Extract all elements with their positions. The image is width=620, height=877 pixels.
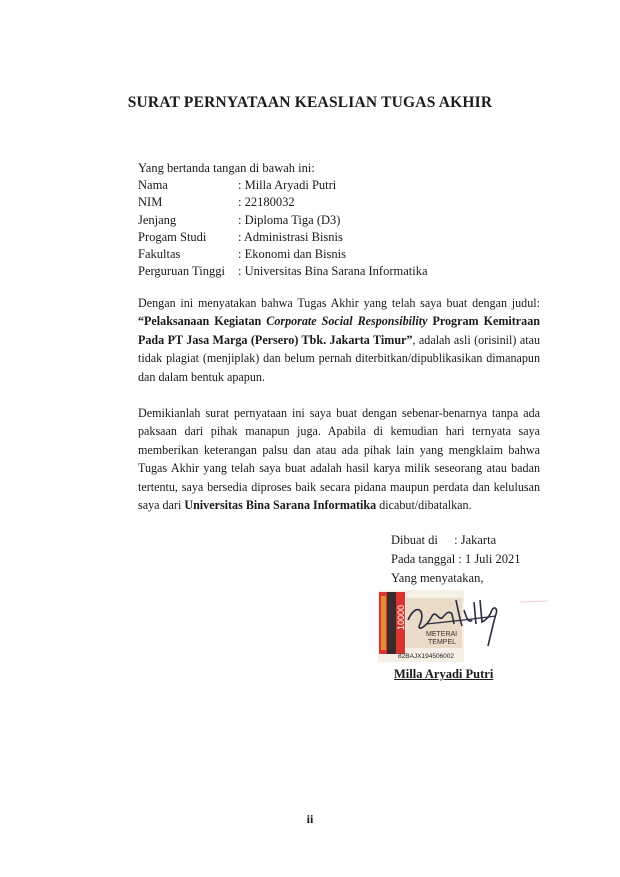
place-value: : Jakarta: [454, 533, 497, 547]
declaration-paragraph: [138, 404, 540, 514]
identity-row-name: [138, 177, 428, 194]
statement-tail: , adalah asli (orisinil) atau tidak plagiat (menjiplak) dan belum pernah diterbitkan/dipublikasikan dimanapun dan dalam bentuk apapun.: [138, 332, 540, 384]
university-name-bold: Universitas Bina Sarana Informatika: [184, 498, 377, 513]
place-line: [391, 531, 521, 550]
identity-label: Progam Studi: [138, 229, 207, 244]
identity-row-nim: [138, 194, 428, 211]
thesis-title-italic: Corporate Social Responsibility: [266, 314, 428, 329]
handwritten-signature: [396, 580, 516, 650]
document-title: SURAT PERNYATAAN KEASLIAN TUGAS AKHIR: [127, 94, 493, 111]
identity-value: : 22180032: [238, 195, 295, 210]
identity-value: : Ekonomi dan Bisnis: [238, 247, 346, 262]
declaration-tail: dicabut/dibatalkan.: [376, 498, 472, 513]
statement-lead: Dengan ini menyatakan bahwa Tugas Akhir yang telah saya buat dengan judul:: [138, 296, 540, 310]
identity-row-program: [138, 229, 428, 246]
identity-value: : Administrasi Bisnis: [238, 229, 343, 244]
stray-mark: [520, 600, 548, 604]
date-line: Pada tanggal : 1 Juli 2021: [391, 552, 521, 566]
thesis-title-part1: “Pelaksanaan Kegiatan: [138, 314, 267, 329]
identity-label: Fakultas: [138, 247, 181, 262]
place-label: Dibuat di: [391, 533, 438, 547]
page-number: ii: [306, 812, 314, 826]
identity-label: NIM: [138, 195, 163, 210]
identity-label: Nama: [138, 178, 168, 192]
intro-line: Yang bertanda tangan di bawah ini:: [138, 161, 315, 175]
identity-row-jenjang: [138, 212, 428, 229]
signer-name: Milla Aryadi Putri: [394, 667, 494, 681]
identity-table: [138, 177, 428, 281]
closing-line: Yang menyatakan,: [391, 571, 484, 585]
identity-value: : Milla Aryadi Putri: [238, 178, 337, 192]
stamp-text-line1: METERAI: [426, 631, 458, 638]
statement-paragraph: [138, 294, 540, 386]
identity-label: Perguruan Tinggi: [138, 264, 225, 279]
stamp-serial: 82BAJX194506002: [398, 653, 455, 660]
identity-row-fakultas: [138, 246, 428, 263]
stamp-text-line2: TEMPEL: [428, 639, 457, 646]
stamp-value: 10000: [396, 604, 406, 630]
declaration-text: Demikianlah surat pernyataan ini saya buat dengan sebenar-benarnya tanpa ada paksaan dari pihak manapun juga. Apabila di kemudian hari ternyata saya memberikan keterangan palsu dan atau ada pihak lain yang mengklaim bahwa Tugas Akhir yang telah saya buat adalah hasil karya milik seseorang atau badan tertentu, saya bersedia diproses baik secara pidana maupun perdata dan kelulusan saya dari: [138, 406, 540, 513]
identity-label: Jenjang: [138, 212, 177, 227]
identity-value: : Universitas Bina Sarana Informatika: [238, 264, 428, 279]
thesis-title-part2: Program Kemitraan Pada PT Jasa Marga (Persero) Tbk. Jakarta Timur”: [138, 314, 540, 347]
identity-value: : Diploma Tiga (D3): [238, 212, 341, 227]
identity-row-university: [138, 263, 428, 280]
